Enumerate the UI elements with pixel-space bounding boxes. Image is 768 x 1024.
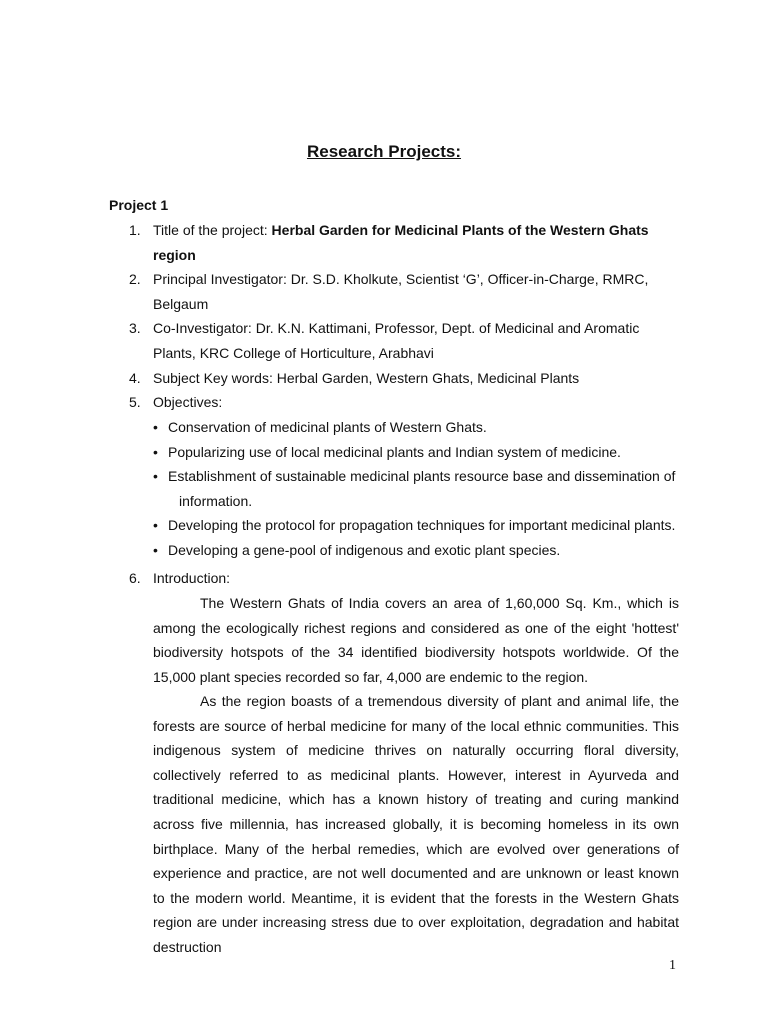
objective-text: Developing the protocol for propagation techniques for important medicinal plants. xyxy=(168,517,676,534)
item-number: 1. xyxy=(129,222,141,238)
item-number: 2. xyxy=(129,271,141,287)
objectives-list xyxy=(153,415,679,563)
objective-text: Establishment of sustainable medicinal plants resource base and dissemination of xyxy=(168,468,676,485)
item-number: 3. xyxy=(129,320,141,336)
list-item-5 xyxy=(129,390,678,415)
bullet-icon: • xyxy=(153,419,158,435)
item-number: 4. xyxy=(129,370,141,386)
page-title: Research Projects: xyxy=(306,142,462,161)
list-item-1 xyxy=(129,218,678,267)
list-item xyxy=(153,538,679,563)
item-number: 5. xyxy=(129,394,141,410)
list-item xyxy=(153,513,679,538)
list-item-3 xyxy=(129,316,678,365)
objective-text: Popularizing use of local medicinal plants and Indian system of medicine. xyxy=(168,443,621,460)
item-text: Objectives: xyxy=(153,394,223,410)
list-item-6 xyxy=(129,566,678,591)
objective-text-cont: information. xyxy=(179,492,253,509)
project-label: Project 1 xyxy=(109,197,169,213)
item-text-cont: Belgaum xyxy=(153,295,209,312)
item-label: Title of the project: xyxy=(153,222,272,238)
bullet-icon: • xyxy=(153,443,158,460)
bullet-icon: • xyxy=(153,541,158,558)
list-item-2 xyxy=(129,267,678,316)
project-title: Herbal Garden for Medicinal Plants of the Western Ghats xyxy=(271,222,649,238)
project-title-cont: region xyxy=(153,246,196,263)
intro-paragraph-1: The Western Ghats of India covers an area of 1,60,000 Sq. Km., which is among the ecologically richest regions and considered as one of the eight 'hottest' biodiversity hotspots of the 34 identified biodiversity hotspots worldwide. Of the 15,000 plant species recorded so far, 4,000 are endemic to the region. xyxy=(153,595,679,685)
page-number: 1 xyxy=(669,958,676,973)
item-text: Principal Investigator: Dr. S.D. Kholkute, Scientist ‘G’, Officer-in-Charge, RMRC, xyxy=(153,271,649,287)
item-text: Co-Investigator: Dr. K.N. Kattimani, Professor, Dept. of Medicinal and Aromatic xyxy=(153,320,640,336)
objective-text: Conservation of medicinal plants of Western Ghats. xyxy=(168,419,487,435)
item-text: Introduction: xyxy=(153,570,231,586)
item-text: Subject Key words: Herbal Garden, Western Ghats, Medicinal Plants xyxy=(153,370,580,386)
list-item-4 xyxy=(129,366,678,391)
item-number: 6. xyxy=(129,570,141,586)
intro-paragraph-2: As the region boasts of a tremendous diversity of plant and animal life, the forests are source of herbal medicine for many of the local ethnic communities. This indigenous system of medicine thrives on naturally occurring floral diversity, collectively referred to as medicinal plants. However, interest in Ayurveda and traditional medicine, which has a known history of treating and curing mankind across five millennia, has increased globally, it is becoming homeless in its own birthplace. Many of the herbal remedies, which are evolved over generations of experience and practice, are not well documented and are unknown or least known to the modern world. Meantime, it is evident that the forests in the Western Ghats region are under increasing stress due to over exploitation, degradation and habitat destruction xyxy=(153,693,679,955)
list-item xyxy=(153,464,679,513)
bullet-icon: • xyxy=(153,468,158,485)
item-text-cont: Plants, KRC College of Horticulture, Arabhavi xyxy=(153,344,434,361)
bullet-icon: • xyxy=(153,517,158,534)
objective-text: Developing a gene-pool of indigenous and exotic plant species. xyxy=(168,541,561,558)
list-item xyxy=(153,440,679,465)
list-item xyxy=(153,415,679,440)
